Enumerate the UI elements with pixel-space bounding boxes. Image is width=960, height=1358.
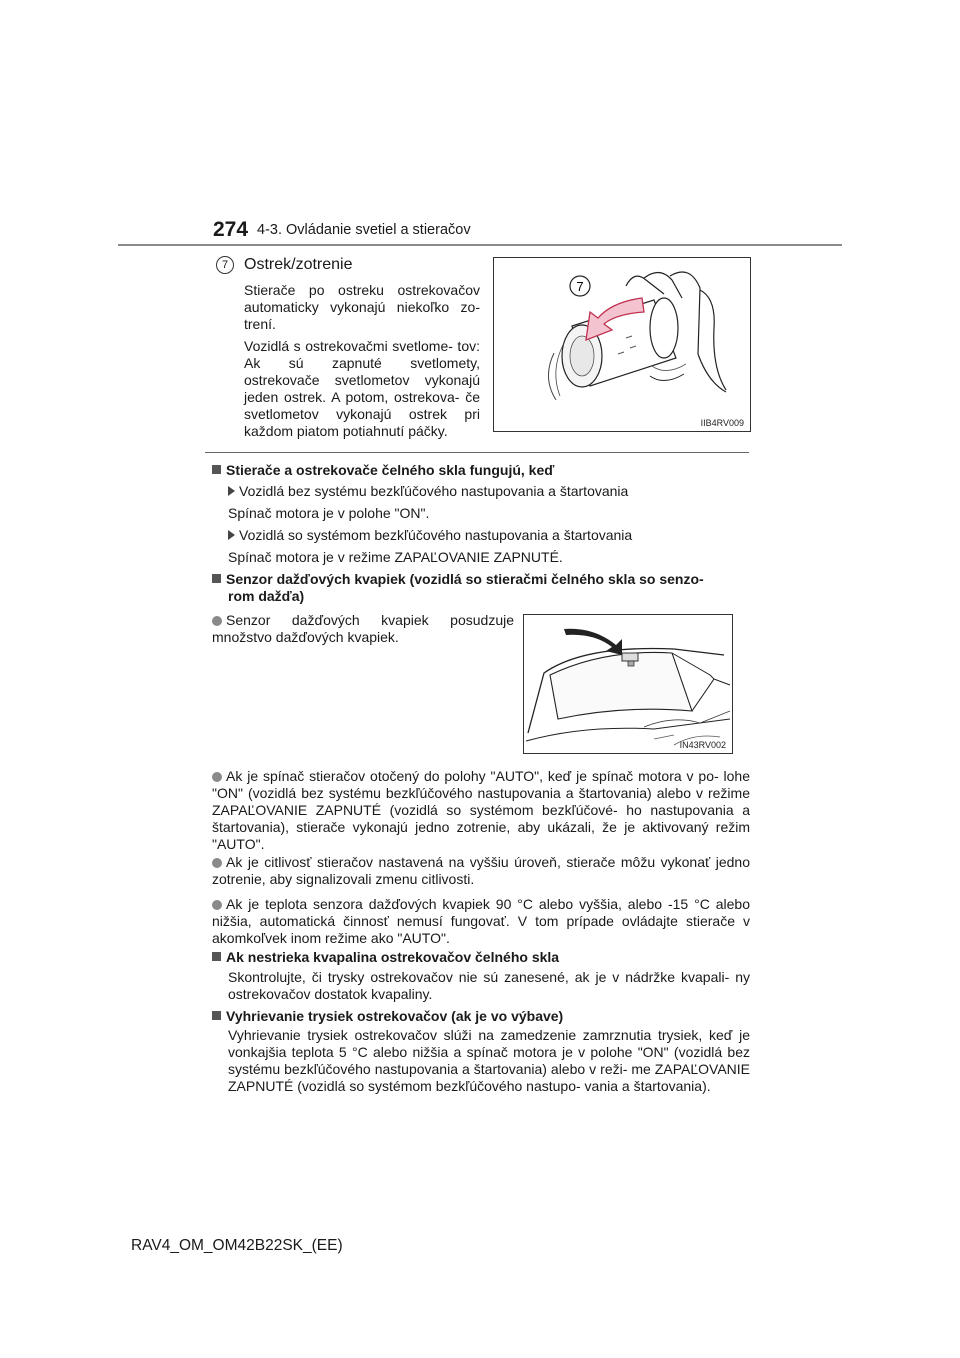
section-heading	[212, 949, 752, 966]
bullet-text: Ak je teplota senzora dažďových kvapiek 90 °C alebo vyššia, alebo -15 °C alebo nižšia, automatická činnosť nemusí fungovať. V tom prípade ovládajte stierače v akomkoľvek inom režime ako "AUTO".	[212, 896, 750, 946]
section-title: 4-3. Ovládanie svetiel a stieračov	[257, 222, 471, 238]
round-bullet-icon	[212, 772, 222, 782]
item-marker-7: 7	[216, 256, 234, 274]
round-bullet-icon	[212, 858, 222, 868]
document-code: RAV4_OM_OM42B22SK_(EE)	[131, 1237, 343, 1254]
section-heading	[212, 1008, 752, 1025]
item7-paragraph-2: Vozidlá s ostrekovačmi svetlome- tov: Ak sú zapnuté svetlomety, ostrekovače svetlometov vykonajú jeden ostrek. A potom, ostrekova- če svetlometov vykonajú ostrek pri každom piatom potiahnutí páčky.	[244, 338, 480, 439]
section-heading-text: Vyhrievanie trysiek ostrekovačov (ak je vo výbave)	[226, 1008, 564, 1024]
item-title: Ostrek/zotrenie	[244, 256, 353, 273]
rain-sensor-figure	[523, 614, 733, 754]
bullet-item	[212, 612, 514, 646]
bullet-item	[212, 896, 750, 947]
figure-callout-7: 7	[576, 279, 584, 294]
subsection-label	[228, 527, 632, 544]
wiper-lever-illustration	[494, 258, 750, 431]
body-text: Vyhrievanie trysiek ostrekovačov slúži na zamedzenie zamrznutia trysiek, keď je vonkajšia teplota 5 °C alebo nižšia a spínač motora je v polohe "ON" (vozidlá bez systému bezkľúčového nastupovania a štartovania) alebo v reži- me ZAPAĽOVANIE ZAPNUTÉ (vozidlá so systémom bezkľúčového nastupo- vania a štartovania).	[228, 1027, 750, 1094]
wiper-lever-figure	[493, 257, 751, 432]
square-bullet-icon	[212, 574, 221, 583]
bullet-text: Ak je citlivosť stieračov nastavená na vyššiu úroveň, stierače môžu vykonať jedno zotrenie, aby signalizovali zmenu citlivosti.	[212, 854, 750, 887]
section-heading	[212, 571, 752, 588]
bullet-item	[212, 854, 750, 888]
body-text: Spínač motora je v polohe "ON".	[228, 505, 430, 521]
body-text: Skontrolujte, či trysky ostrekovačov nie sú zanesené, ak je v nádržke kvapali- ny ostrekovačov dostatok kvapaliny.	[228, 969, 750, 1002]
header-rule	[118, 244, 842, 246]
round-bullet-icon	[212, 900, 222, 910]
square-bullet-icon	[212, 1011, 221, 1020]
section-heading	[212, 462, 752, 479]
section-heading-continuation: rom dažďa)	[228, 588, 305, 604]
section-heading-text: Stierače a ostrekovače čelného skla fungujú, keď	[226, 462, 555, 478]
bullet-text: Ak je spínač stieračov otočený do polohy "AUTO", keď je spínač motora v po- lohe "ON" (vozidlá bez systému bezkľúčového nastupovania a štartovania) alebo v režime ZAPAĽOVANIE ZAPNUTÉ (vozidlá so systémom bezkľúčové- ho nastupovania a štartovania), stierače vykonajú jedno zotrenie, aby ukázali, že je aktivovaný režim "AUTO".	[212, 768, 750, 852]
page-number: 274	[213, 218, 249, 241]
triangle-bullet-icon	[228, 530, 235, 540]
square-bullet-icon	[212, 952, 221, 961]
item-divider	[205, 452, 749, 453]
bullet-item	[212, 768, 750, 853]
subsection-text: Vozidlá so systémom bezkľúčového nastupovania a štartovania	[239, 527, 633, 543]
subsection-text: Vozidlá bez systému bezkľúčového nastupovania a štartovania	[239, 483, 629, 499]
section-heading-text: Senzor dažďových kvapiek (vozidlá so stieračmi čelného skla so senzo-	[226, 571, 704, 587]
body-text: Spínač motora je v režime ZAPAĽOVANIE ZAPNUTÉ.	[228, 549, 563, 565]
item7-paragraph-1: Stierače po ostreku ostrekovačov automaticky vykonajú niekoľko zo- trení.	[244, 282, 480, 332]
bullet-text: Senzor dažďových kvapiek posudzuje množstvo dažďových kvapiek.	[212, 612, 514, 645]
subsection-label	[228, 483, 628, 500]
windshield-illustration	[524, 615, 732, 753]
figure-label: IIB4RV009	[700, 418, 744, 428]
section-heading-text: Ak nestrieka kvapalina ostrekovačov čelného skla	[226, 949, 560, 965]
square-bullet-icon	[212, 465, 221, 474]
figure-label: IN43RV002	[679, 740, 726, 750]
triangle-bullet-icon	[228, 486, 235, 496]
round-bullet-icon	[212, 616, 222, 626]
